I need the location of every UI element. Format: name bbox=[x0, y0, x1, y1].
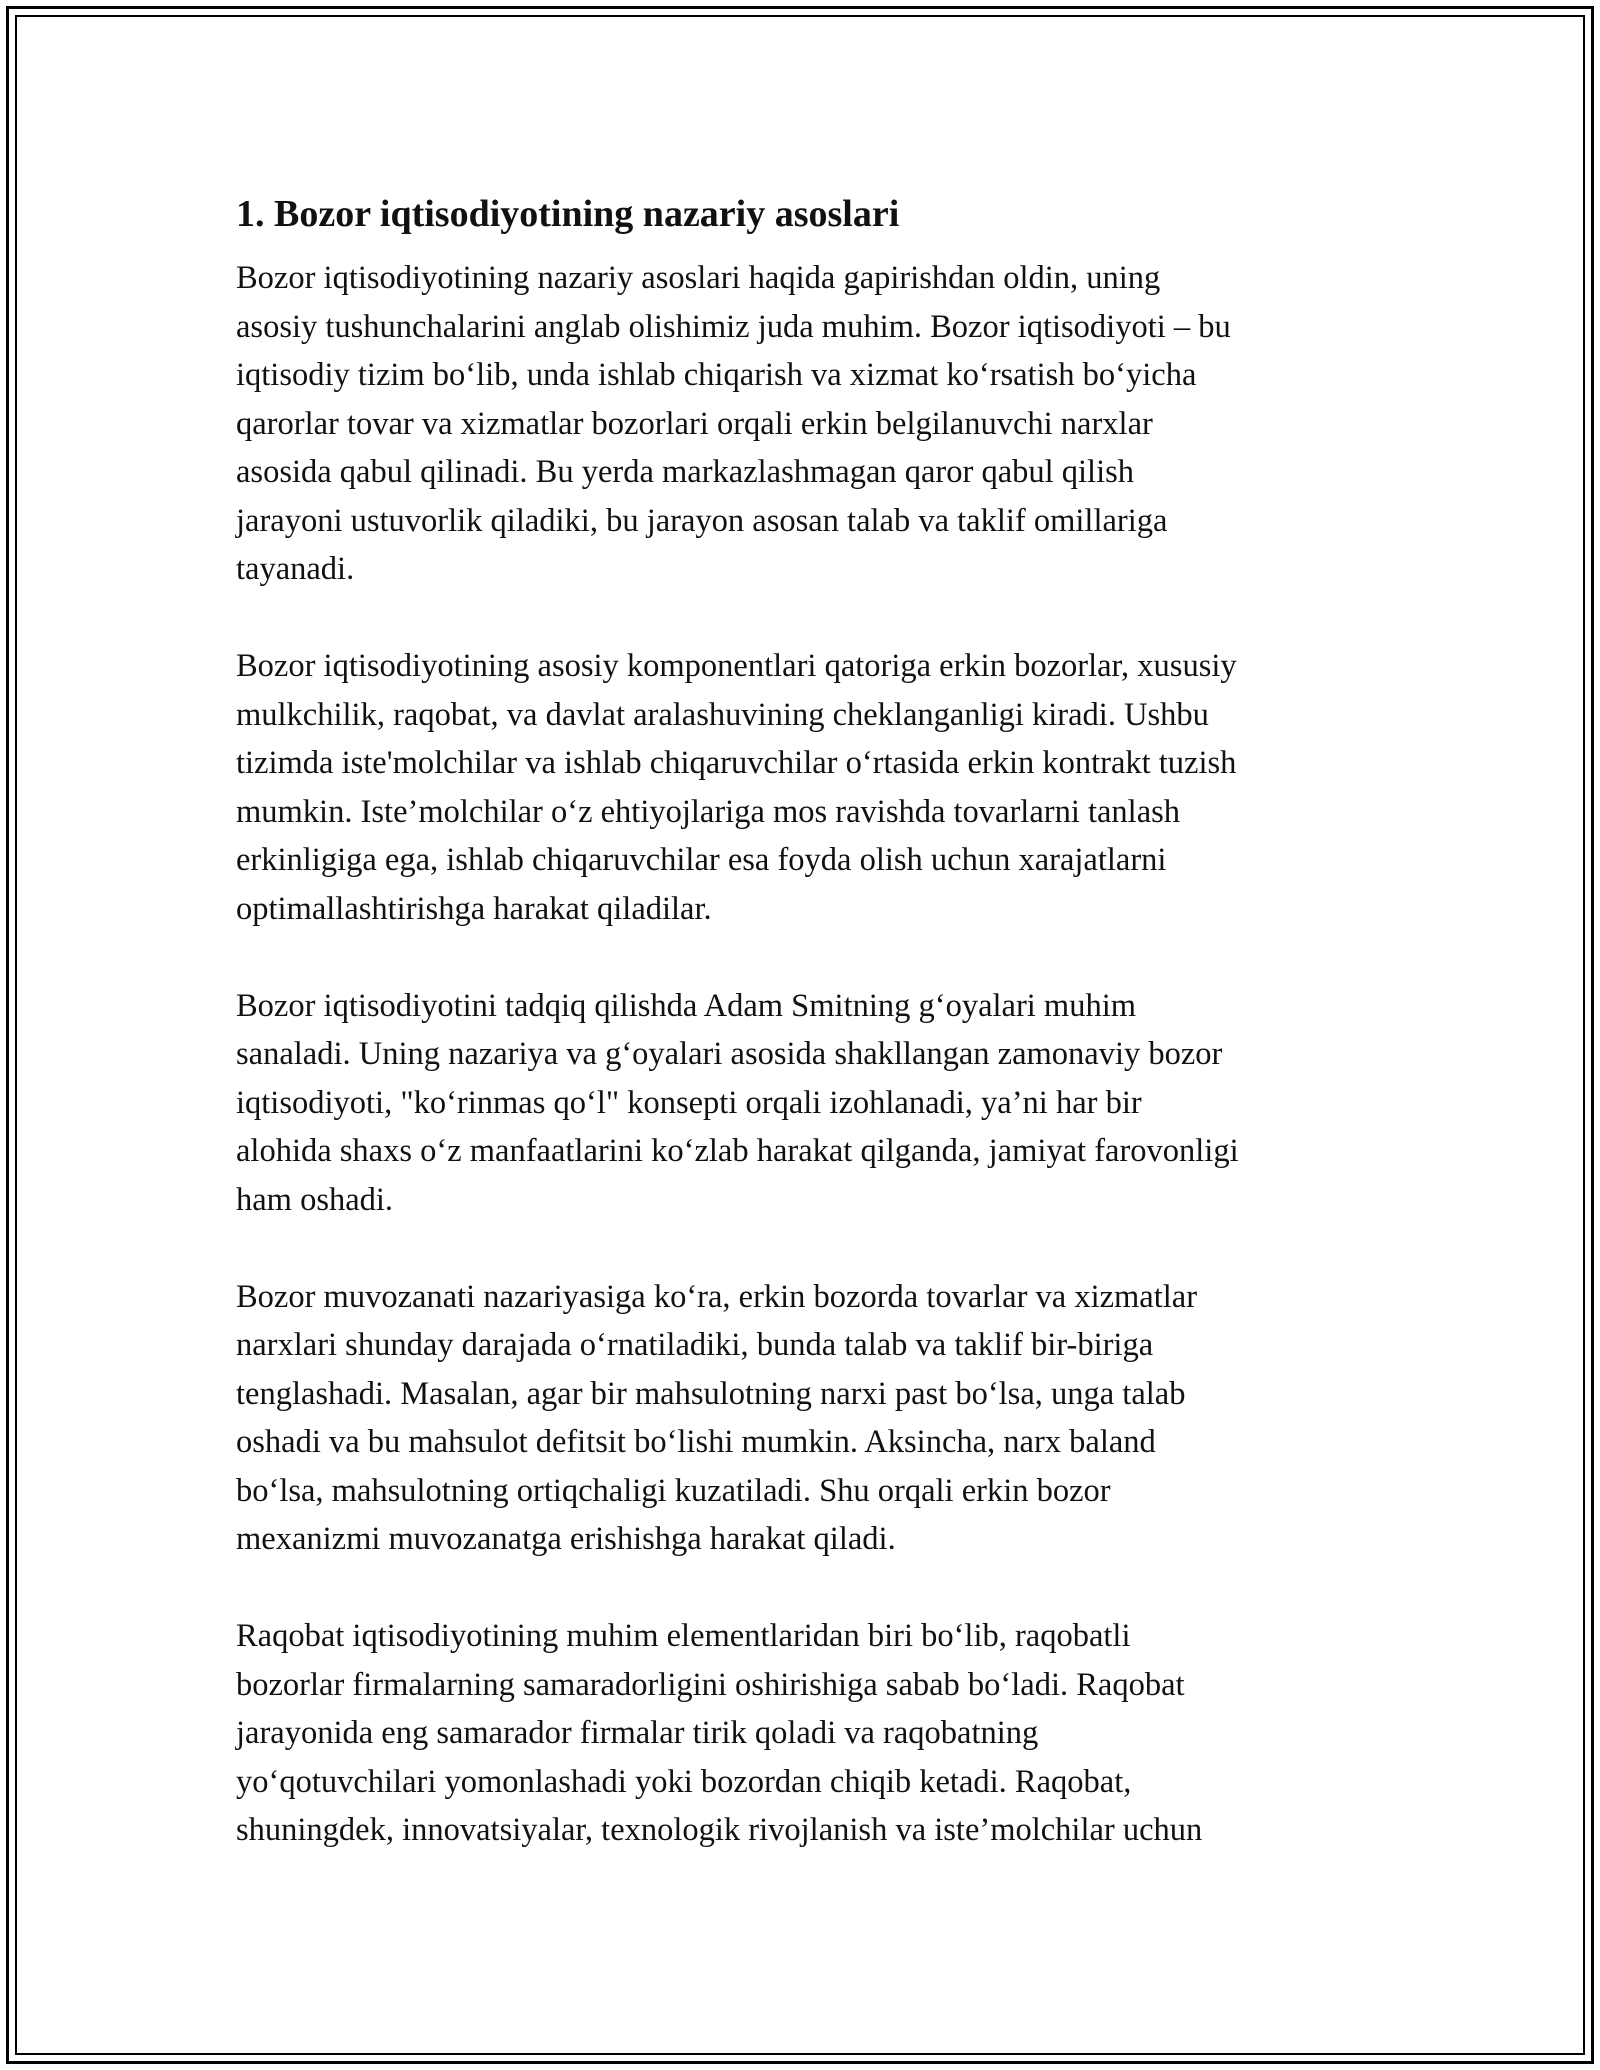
paragraph-1 bbox=[236, 254, 1376, 594]
text-line: Bozor muvozanati nazariyasiga ko‘ra, erkin bozorda tovarlar va xizmatlar bbox=[236, 1278, 1198, 1315]
text-line: yo‘qotuvchilari yomonlashadi yoki bozordan chiqib ketadi. Raqobat, bbox=[236, 1763, 1132, 1800]
text-line: jarayoni ustuvorlik qiladiki, bu jarayon asosan talab va taklif omillariga bbox=[236, 502, 1168, 539]
text-line: tayanadi. bbox=[236, 551, 355, 587]
text-line: ham oshadi. bbox=[236, 1181, 394, 1218]
text-line: bozorlar firmalarning samaradorligini oshirishiga sabab bo‘ladi. Raqobat bbox=[236, 1666, 1185, 1703]
paragraph-4 bbox=[236, 1273, 1376, 1564]
text-line: oshadi va bu mahsulot defitsit bo‘lishi mumkin. Aksincha, narx baland bbox=[236, 1424, 1156, 1460]
text-line: asosida qabul qilinadi. Bu yerda markazlashmagan qaror qabul qilish bbox=[236, 454, 1135, 490]
text-line: mexanizmi muvozanatga erishishga harakat qiladi. bbox=[236, 1521, 896, 1557]
paragraph-2 bbox=[236, 642, 1376, 933]
text-line: Bozor iqtisodiyotining nazariy asoslari haqida gapirishdan oldin, uning bbox=[236, 260, 1161, 296]
text-line: iqtisodiyoti, "ko‘rinmas qo‘l" konsepti orqali izohlanadi, ya’ni har bir bbox=[236, 1084, 1142, 1121]
text-line: narxlari shunday darajada o‘rnatiladiki, bunda talab va taklif bir-biriga bbox=[236, 1327, 1154, 1363]
text-line: shuningdek, innovatsiyalar, texnologik rivojlanish va iste’molchilar uchun bbox=[236, 1812, 1203, 1848]
text-line: tenglashadi. Masalan, agar bir mahsulotning narxi past bo‘lsa, unga talab bbox=[236, 1375, 1186, 1412]
text-line: Bozor iqtisodiyotining asosiy komponentlari qatoriga erkin bozorlar, xususiy bbox=[236, 648, 1237, 684]
text-line: Bozor iqtisodiyotini tadqiq qilishda Adam Smitning g‘oyalari muhim bbox=[236, 987, 1137, 1024]
text-line: jarayonida eng samarador firmalar tirik qoladi va raqobatning bbox=[236, 1715, 1039, 1751]
text-line: qarorlar tovar va xizmatlar bozorlari orqali erkin belgilanuvchi narxlar bbox=[236, 405, 1153, 442]
text-line: mulkchilik, raqobat, va davlat aralashuvining cheklanganligi kiradi. Ushbu bbox=[236, 696, 1209, 733]
text-line: erkinligiga ega, ishlab chiqaruvchilar esa foyda olish uchun xarajatlarni bbox=[236, 842, 1167, 878]
text-line: tizimda iste'molchilar va ishlab chiqaruvchilar o‘rtasida erkin kontrakt tuzish bbox=[236, 745, 1237, 781]
text-line: sanaladi. Uning nazariya va g‘oyalari asosida shakllangan zamonaviy bozor bbox=[236, 1036, 1223, 1072]
text-line: bo‘lsa, mahsulotning ortiqchaligi kuzatiladi. Shu orqali erkin bozor bbox=[236, 1472, 1111, 1509]
text-line: optimallashtirishga harakat qiladilar. bbox=[236, 890, 712, 927]
text-line: Raqobat iqtisodiyotining muhim elementlaridan biri bo‘lib, raqobatli bbox=[236, 1618, 1131, 1654]
text-line: alohida shaxs o‘z manfaatlarini ko‘zlab harakat qilganda, jamiyat farovonligi bbox=[236, 1133, 1239, 1169]
paragraph-3 bbox=[236, 982, 1376, 1225]
paragraph-5 bbox=[236, 1612, 1376, 1855]
text-line: iqtisodiy tizim bo‘lib, unda ishlab chiqarish va xizmat ko‘rsatish bo‘yicha bbox=[236, 357, 1197, 393]
text-line: mumkin. Iste’molchilar o‘z ehtiyojlariga mos ravishda tovarlarni tanlash bbox=[236, 793, 1181, 830]
document-body bbox=[236, 188, 1376, 1903]
section-heading: 1. Bozor iqtisodiyotining nazariy asoslari bbox=[236, 193, 900, 235]
text-line: asosiy tushunchalarini anglab olishimiz juda muhim. Bozor iqtisodiyoti – bu bbox=[236, 308, 1231, 345]
